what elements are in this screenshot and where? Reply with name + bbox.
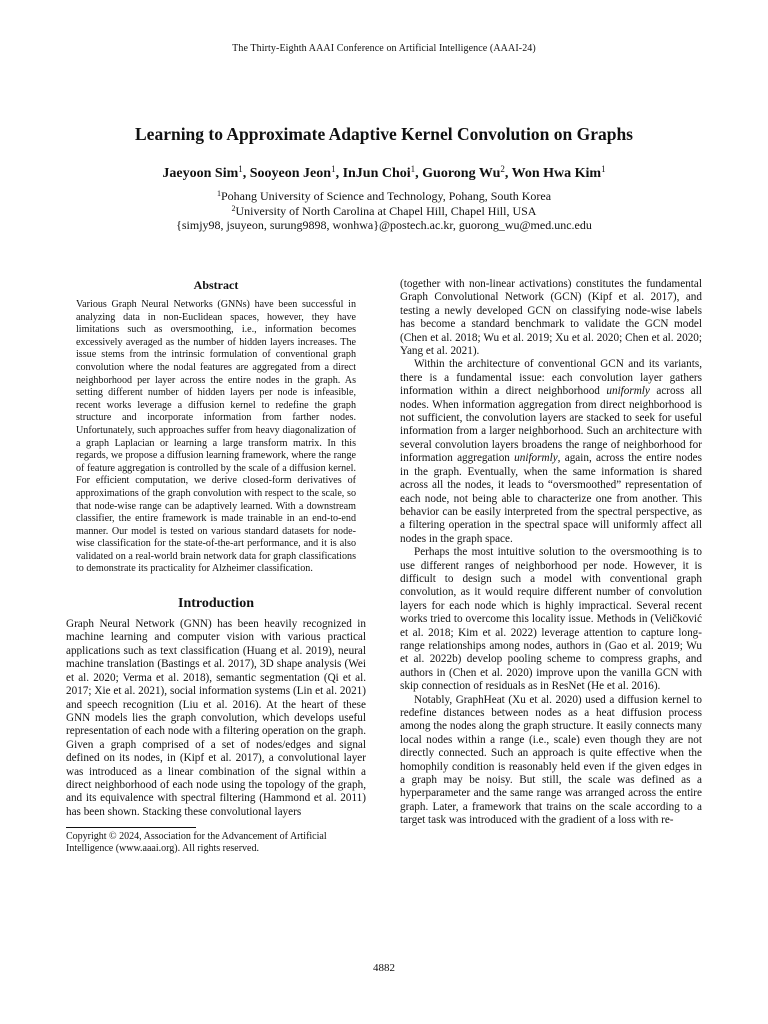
- abstract-heading: Abstract: [193, 278, 239, 292]
- left-column: [66, 278, 366, 855]
- body-paragraph: Notably, GraphHeat (Xu et al. 2020) used a diffusion kernel to redefine distances between nodes as a heat diffusion process among the nodes along the graph structure. It easily connects many local nodes within a range (i.e., scale) even though they are not directly connected. Such an approach is quite effective when the homophily condition is reasonably held even if the given edges in a graph may be noisy. But still, the scale was defined as a hyperparameter and the same range was arranged across the entire graph. Later, a framework that trains on the scale according to a target task was introduced with the gradient of a loss with re-: [400, 693, 702, 827]
- footnote-divider: [66, 827, 196, 828]
- author-emails: {simjy98, jsuyeon, surung9898, wonhwa}@postech.ac.kr, guorong_wu@med.unc.edu: [176, 218, 592, 232]
- author-name: Sooyeon Jeon: [249, 166, 332, 181]
- body-paragraph: (together with non-linear activations) constitutes the fundamental Graph Convolutional Network (GCN) (Kipf et al. 2017), and testing a newly developed GCN on classifying node-wise labels has become a standard benchmark to validate the GCN model (Chen et al. 2018; Wu et al. 2019; Xu et al. 2020; Chen et al. 2020; Yang et al. 2021).: [400, 278, 702, 358]
- introduction-heading: Introduction: [178, 596, 254, 612]
- right-column: [400, 278, 702, 828]
- body-paragraph: Within the architecture of conventional GCN and its variants, there is a fundamental issue: each convolution layer gathers information within a direct neighborhood uniformly across all nodes. When information aggregation from direct neighborhood is not sufficient, the convolution layers are stacked to seek for useful information from a larger neighborhood. Such an architecture with several convolution layers broadens the range of neighborhood for information aggregation uniformly, again, across the entire nodes in the graph. Eventually, when the same information is shared across all the nodes, it leads to “oversmoothed” representation of each node, not being able to characterize one from another. This behavior can be easily interpreted from the spectral perspective, as a filtering operation in the spectral space will uniformly affect all nodes in the graph space.: [400, 358, 702, 545]
- author-affiliation-mark: 2: [500, 164, 505, 174]
- page-number: 4882: [373, 962, 395, 974]
- author-name: Won Hwa Kim: [511, 166, 602, 181]
- body-paragraph: Perhaps the most intuitive solution to the oversmoothing is to use different ranges of neighborhood per node. However, it is difficult to design such a model with conventional graph convolution, as it would require different number of convolution layers for each node which is highly impractical. Several recent works tried to overcome this locality issue. Methods in (Veličković et al. 2018; Kim et al. 2022) leverage attention to capture long-range relationships among nodes, authors in (Gao et al. 2019; Wu et al. 2022b) develop pooling scheme to compress graphs, and authors in (Chen et al. 2020) improve upon the vanilla GCN with skip connection of residuals as in ResNet (He et al. 2016).: [400, 546, 702, 693]
- author-affiliation-mark: 1: [410, 164, 416, 174]
- author-name: Guorong Wu: [422, 166, 501, 181]
- paper-title: Learning to Approximate Adaptive Kernel Convolution on Graphs: [135, 124, 633, 144]
- introduction-paragraph: Graph Neural Network (GNN) has been heavily recognized in machine learning and computer vision with various practical applications such as text classification (Huang et al. 2019), neural machine translation (Bastings et al. 2017), 3D shape analysis (Wei et al. 2020; Verma et al. 2018), semantic segmentation (Qi et al. 2017; Xie et al. 2021), social information systems (Lin et al. 2021) and speech recognition (Liu et al. 2016). At the heart of these GNN models lies the graph convolution, which develops useful representation of each node with a filtering operation on the graph. Given a graph comprised of a set of nodes/edges and signal defined on its nodes, in (Kipf et al. 2017), a convolutional layer was introduced as a linear combination of the signal within a direct neighborhood of each node using the topology of the graph, and its equivalence with spectral filtering (Hammond et al. 2011) has been shown. Stacking these convolutional layers: [66, 618, 366, 818]
- author-name: Jaeyoon Sim: [162, 166, 239, 181]
- author-affiliation-mark: 1: [238, 164, 243, 174]
- copyright-footnote: Copyright © 2024, Association for the Advancement of Artificial Intelligence (www.aaai.org). All rights reserved.: [66, 831, 327, 855]
- author-name: InJun Choi: [342, 166, 411, 181]
- author-affiliation-mark: 1: [331, 164, 336, 174]
- author-affiliation-mark: 1: [601, 164, 606, 174]
- author-list: Jaeyoon Sim$^1$, Sooyeon Jeon$^1$, InJun Choi$^1$, Guorong Wu$^2$, Won Hwa Kim$^1$: [162, 164, 606, 181]
- conference-header: The Thirty-Eighth AAAI Conference on Artificial Intelligence (AAAI-24): [232, 43, 536, 54]
- abstract-text: Various Graph Neural Networks (GNNs) have been successful in analyzing data in non-Euclidean spaces, however, they have limitations such as oversmoothing, i.e., information becomes excessively averaged as the number of hidden layers increases. The issue stems from the intrinsic formulation of conventional graph convolution where the nodal features are aggregated from a direct neighborhood per layer across the entire nodes in the graph. As setting different number of hidden layers per node is infeasible, recent works leverage a diffusion kernel to redefine the graph structure and incorporate information from farther nodes. Unfortunately, such approaches suffer from heavy diagonalization of a graph Laplacian or learning a large transform matrix. In this regards, we propose a diffusion learning framework, where the range of feature aggregation is controlled by the scale of a diffusion kernel. For efficient computation, we derive closed-form derivatives of approximations of the graph convolution with respect to the scale, so that node-wise range can be adaptively learned. With a downstream classifier, the entire framework is made trainable in an end-to-end manner. Our model is tested on various standard datasets for node-wise classification for the state-of-the-art performance, and it is also validated on a real-world brain network data for graph classifications to demonstrate its practicality for Alzheimer classification.: [76, 299, 356, 575]
- affiliation-1: $^1$Pohang University of Science and Technology, Pohang, South Korea: [216, 189, 552, 203]
- affiliation-2: $^2$University of North Carolina at Chapel Hill, Chapel Hill, USA: [231, 204, 537, 218]
